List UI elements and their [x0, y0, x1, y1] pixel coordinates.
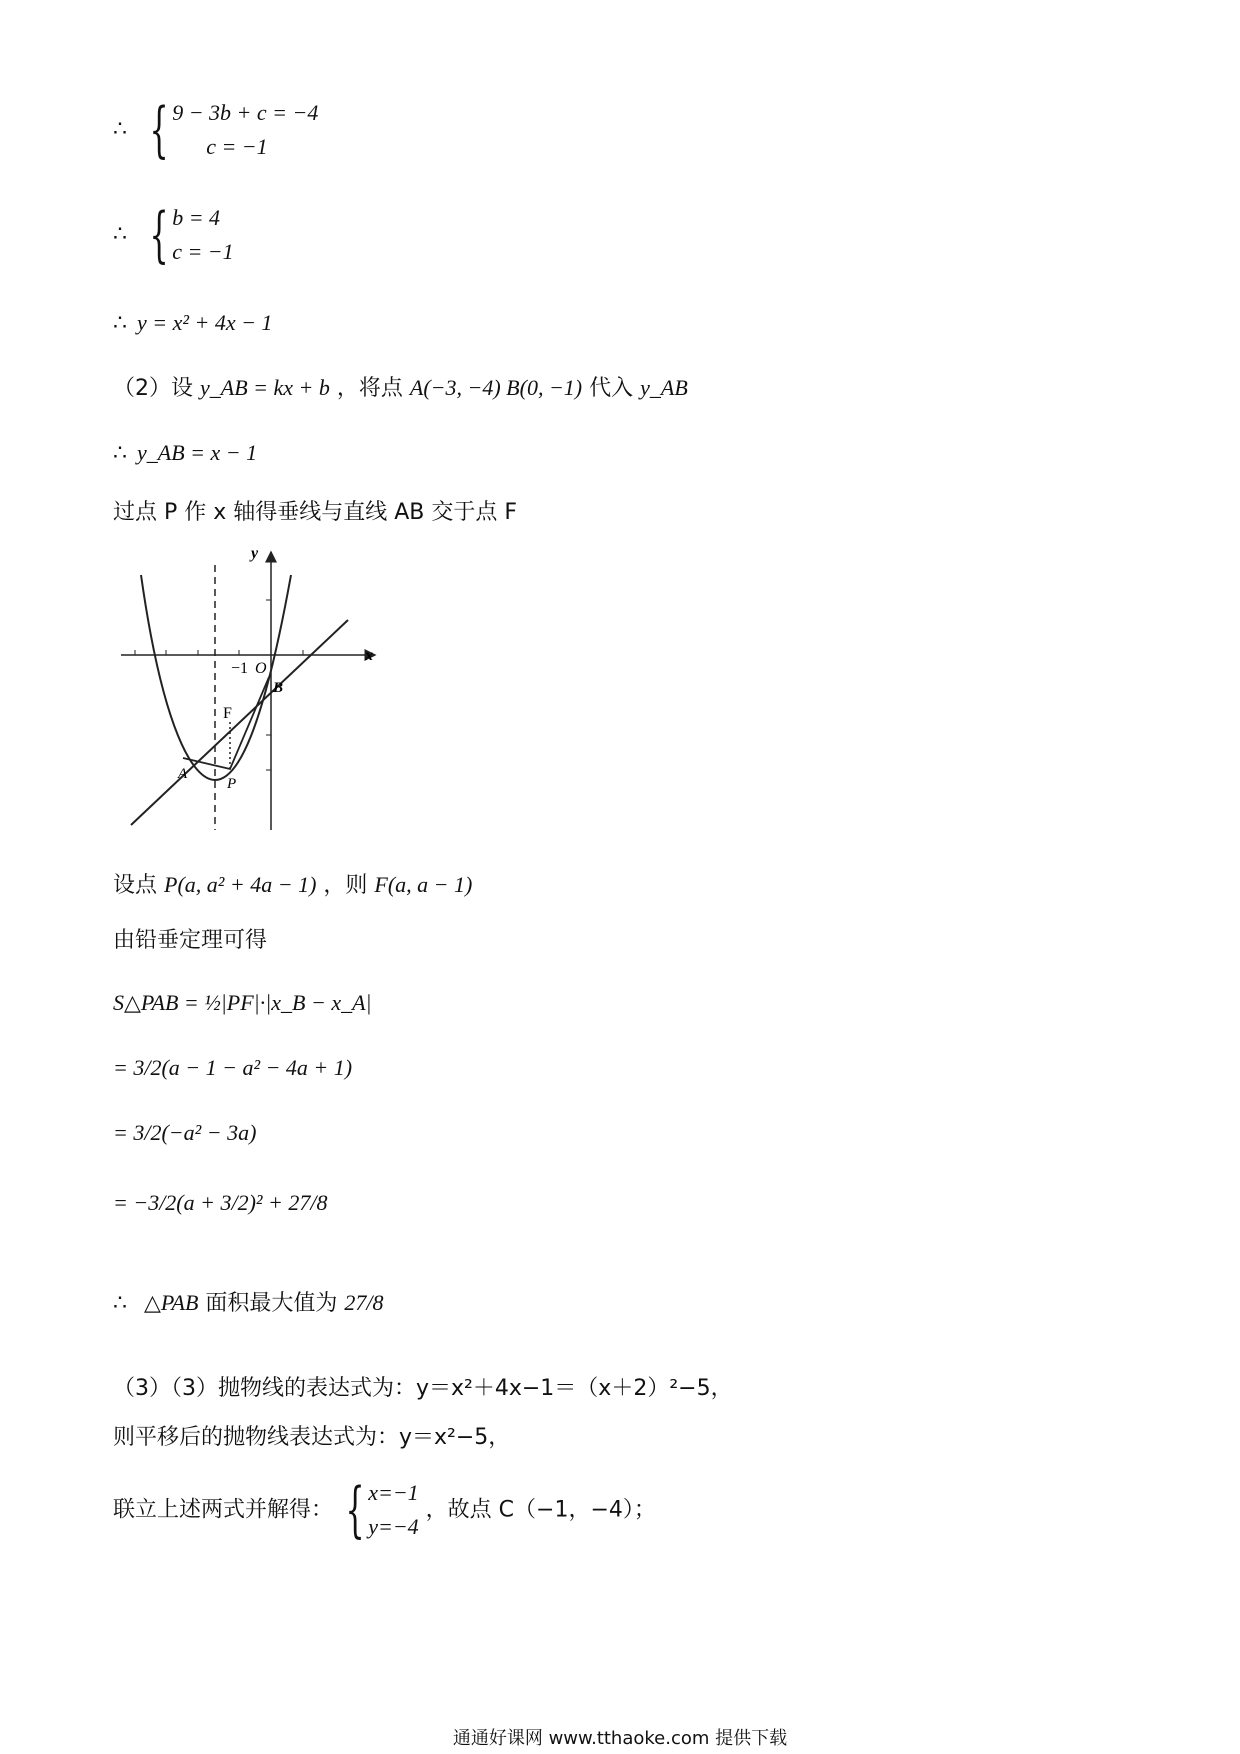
- theorem-text: 由铅垂定理可得: [113, 928, 268, 953]
- parabola-equation: ∴ y = x² + 4x − 1: [113, 310, 273, 336]
- part-2-intro: （2）设 y_AB = kx + b ，将点 A(−3, −4) B(0, −1) 代入 y_AB: [113, 375, 688, 401]
- label-origin: O: [255, 660, 267, 677]
- parabola-figure: [113, 540, 403, 840]
- solution-c: 联立上述两式并解得： { x=−1 y=−4 ，故点 C（−1，−4）；: [113, 1475, 656, 1546]
- system-1: ∴ { 9 − 3b + c = −4 c = −1: [113, 95, 319, 166]
- max-area: ∴ △PAB 面积最大值为 27/8: [113, 1290, 384, 1316]
- area-step-3: = −3/2(a + 3/2)² + 27/8: [113, 1190, 328, 1215]
- label-tick: −1: [231, 660, 249, 677]
- label-b: B: [273, 680, 284, 696]
- system-1-row-1: 9 − 3b + c = −4: [172, 100, 319, 125]
- system-2-row-2: c = −1: [172, 239, 234, 265]
- label-x: x: [365, 647, 373, 664]
- system-1-row-2: c = −1: [206, 134, 268, 160]
- translated-expression: 则平移后的抛物线表达式为：y＝x²−5，: [113, 1425, 511, 1450]
- system-2-row-1: b = 4: [172, 205, 221, 230]
- label-y: y: [251, 545, 259, 562]
- area-step-2: = 3/2(−a² − 3a): [113, 1120, 257, 1145]
- line-ab-equation: ∴ y_AB = x − 1: [113, 440, 258, 466]
- solution-row-2: y=−4: [368, 1514, 419, 1540]
- point-definition: 设点 P(a, a² + 4a − 1) ，则 F(a, a − 1): [113, 872, 473, 898]
- perpendicular-text: 过点 P 作 x 轴得垂线与直线 AB 交于点 F: [113, 500, 518, 525]
- system-2: ∴ { b = 4 c = −1: [113, 200, 234, 271]
- area-step-1: = 3/2(a − 1 − a² − 4a + 1): [113, 1055, 353, 1080]
- solution-row-1: x=−1: [368, 1480, 419, 1505]
- area-formula: S△PAB = ½|PF|·|x_B − x_A|: [113, 990, 372, 1015]
- label-p: P: [227, 776, 237, 792]
- label-f: F: [223, 705, 232, 722]
- label-a: A: [178, 766, 188, 782]
- part-3-expression: （3）（3）抛物线的表达式为：y＝x²＋4x−1＝（x＋2）²−5，: [113, 1376, 733, 1401]
- footer: 通通好课网 www.tthaoke.com 提供下载: [452, 1728, 788, 1749]
